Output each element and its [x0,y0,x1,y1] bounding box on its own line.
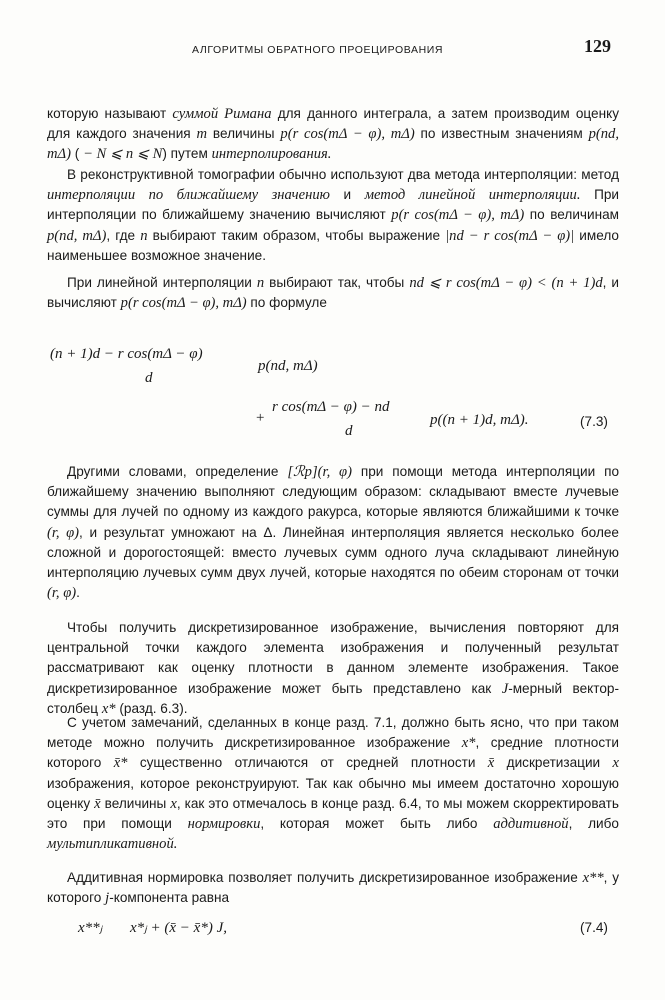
math-x-mean: x̄ [94,795,101,812]
text-run: величины [207,126,281,142]
math-point: (r, φ) [47,585,77,602]
text-run: имело наименьшее возможное значение. [47,227,619,263]
paragraph-7 [47,868,619,908]
text-run: ( [70,146,84,162]
text-run: по известным значениям [414,126,589,142]
text-run: , у которого [47,870,619,906]
paragraph-4 [47,462,619,603]
math-point: (r, φ) [47,524,80,541]
formula-term-1: p(nd, mΔ) [258,358,318,374]
paragraph-2 [47,165,619,266]
equation-number: (7.4) [580,920,608,935]
text-run: При линейной интерполяции [67,275,257,290]
text-run: изображения, которое реконструируют. Так как обычно мы имеем достаточно хорошую оценку [47,775,619,811]
text-run: Чтобы получить дискретизированное изображение, вычисления повторяют для центральной точки каждого элемента изображения и полученный результат рассматривают как оценку плотности в данном элементе изображения. Такое дискретизированное изображение может быть представлено как [47,620,619,696]
text-run: и [329,187,365,203]
paragraph-5 [47,618,619,719]
math-x-star: x* [461,735,476,752]
term-multiplicative: мультипликативной. [47,836,178,853]
text-run: , которая может быть либо [260,816,494,832]
math-x: x [612,755,619,772]
text-run: , и вычисляют [47,275,619,311]
math-expression: p(r cos(mΔ − φ), mΔ) [391,207,525,224]
term-interpolation: интерполирования. [211,146,332,163]
text-run: С учетом замечаний, сделанных в конце разд. 7.1, должно быть ясно, что при таком методе можно получить дискретизированное изображение [47,715,619,751]
text-run: , средние плотности которого [47,735,619,771]
math-x-star: x* [101,700,116,717]
text-run: -мерный вектор-столбец [47,680,619,716]
text-run: ) путем [162,146,212,162]
paragraph-1 [47,104,619,165]
page-header [0,36,665,60]
text-run: при помощи метода интерполяции по ближайшему значению выполняют следующим образом: складывают вместе лучевые суммы для лучей по одному из каждого ракурса, которые являются ближайшими к точке [47,464,620,520]
paragraph-3 [47,273,619,313]
equation-number: (7.3) [580,414,608,429]
text-run: . [76,585,80,601]
paragraph-6 [47,713,619,854]
math-x-mean: x̄ [487,755,495,772]
math-m: m [196,126,208,143]
text-run: дискретизации [494,755,613,771]
text-run: , где [106,227,141,243]
term-riemann-sum: суммой Римана [172,106,272,122]
math-n: n [256,275,265,291]
text-run: , и результат умножают на Δ. Линейная интерполяция является несколько более сложной и дорогостоящей: вместо лучевых сумм одного луча складывают линейную интерполяцию лучевых сумм двух лучей, которые находятся по обеим сторонам от точки [47,524,619,581]
text-run: Другими словами, определение [67,464,288,479]
text-run: для данного интеграла, а затем производим оценку для каждого значения [47,106,619,142]
term-normalization: нормировки [187,816,261,833]
formula-fraction-1-numerator: (n + 1)d − r cos(mΔ − φ) [50,346,203,362]
math-range: − N ⩽ n ⩽ N [83,146,163,163]
text-run: величины [100,795,171,811]
term-linear-interpolation: метод линейной интерполяции. [364,187,581,204]
text-run: (разд. 6.3). [115,700,188,716]
formula-fraction-1-denominator: d [145,370,153,386]
page-number: 129 [584,36,611,56]
text-run: -компонента равна [109,890,230,906]
math-J: J [501,680,509,697]
text-run: , как это отмечалось в конце разд. 6.4, то мы можем скорректировать это при помощи [47,795,619,832]
formula-term-2: p((n + 1)d, mΔ). [430,412,529,428]
text-run: по величинам [524,207,619,223]
text-run: Аддитивная нормировка позволяет получить дискретизированное изображение [67,870,583,885]
math-expression: [ℛp](r, φ) [287,464,352,480]
math-j: j [105,890,110,907]
math-expression: p(nd, mΔ) [47,126,619,163]
term-additive: аддитивной [493,816,569,833]
math-x-star-mean: x̄* [113,755,128,772]
formula-plus-sign: + [256,410,265,426]
formula-fraction-2-denominator: d [345,423,353,439]
text-run: выбирают так, чтобы [264,275,410,290]
text-run: по формуле [246,295,327,311]
math-expression: p(r cos(mΔ − φ), mΔ) [280,126,415,143]
math-expression: p(r cos(mΔ − φ), mΔ) [120,295,247,312]
formula-lhs: x**ⱼ [78,920,103,936]
text-run: , либо [568,816,619,832]
math-expression: p(nd, mΔ) [47,227,107,244]
text-run: существенно отличаются от средней плотности [127,755,488,771]
term-nearest-interpolation: интерполяции по ближайшему значению [47,187,330,204]
math-x-double-star: x** [582,870,604,886]
math-x: x [170,795,177,812]
math-expression: |nd − r cos(mΔ − φ)| [445,227,575,244]
formula-rhs: x*ⱼ + (x̄ − x̄*) J, [130,920,227,936]
text-run: выбирают таким образом, чтобы выражение [147,227,446,243]
math-inequality: nd ⩽ r cos(mΔ − φ) < (n + 1)d [409,275,603,291]
formula-fraction-2-numerator: r cos(mΔ − φ) − nd [272,399,390,415]
text-run: В реконструктивной томографии обычно используют два метода интерполяции: метод [67,167,619,182]
math-n: n [140,227,148,244]
text-run: При интерполяции по ближайшему значению вычисляют [47,187,620,223]
running-title: АЛГОРИТМЫ ОБРАТНОГО ПРОЕЦИРОВАНИЯ [192,44,444,56]
text-run: которую называют [47,106,173,121]
